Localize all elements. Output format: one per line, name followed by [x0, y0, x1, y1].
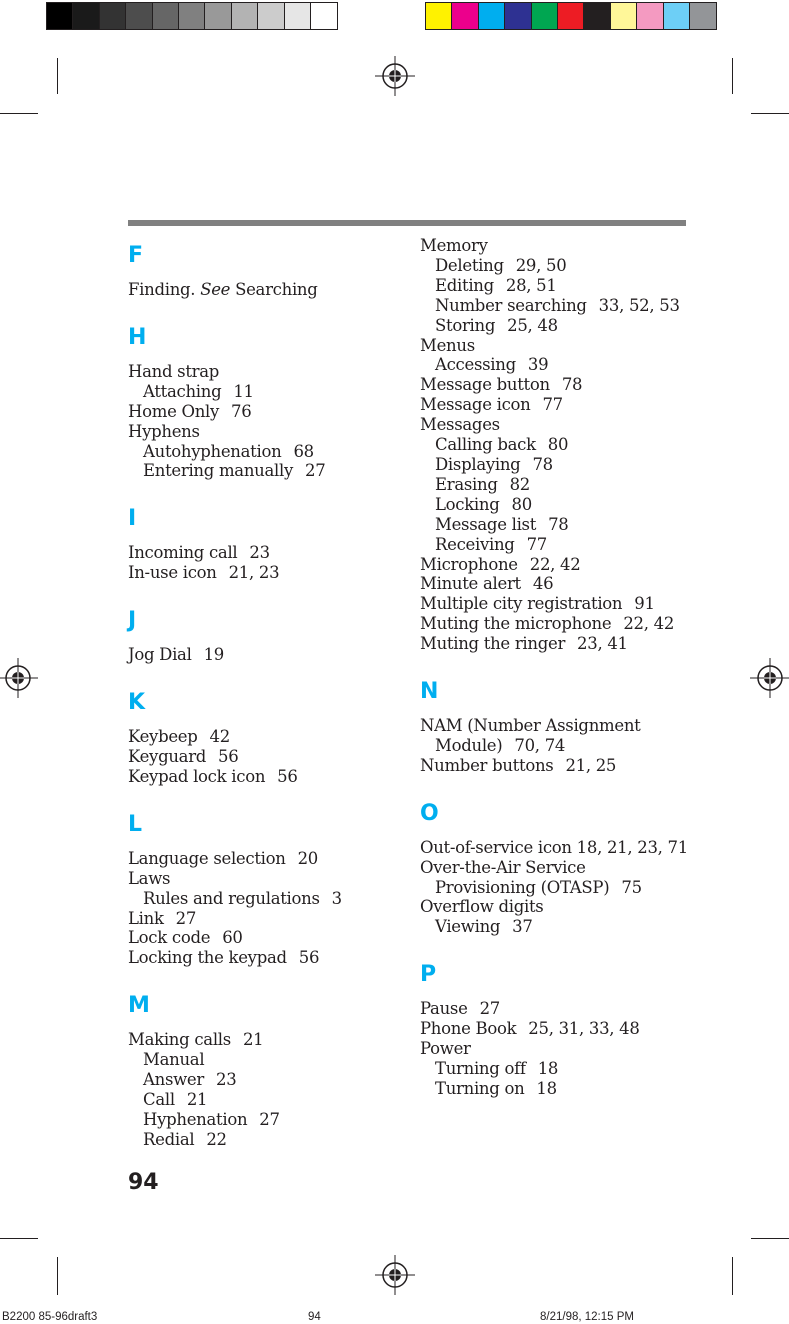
- section-n-entries: [420, 716, 720, 776]
- index-entry: [128, 1030, 408, 1050]
- entry-term: Minute alert: [420, 574, 521, 594]
- index-column-right: [420, 236, 720, 1099]
- entry-term: Messages: [420, 415, 500, 435]
- entry-pages: 23: [216, 1070, 237, 1090]
- index-subentry: [420, 276, 720, 296]
- entry-term: Microphone: [420, 554, 518, 574]
- index-subentry: [128, 1110, 408, 1130]
- gray-swatch: [73, 3, 99, 29]
- entry-pages: 18: [537, 1059, 559, 1078]
- index-entry: [420, 555, 720, 575]
- entry-term: Autohyphenation: [143, 441, 282, 461]
- index-entry: [128, 909, 408, 929]
- entry-pages: 78: [561, 375, 583, 395]
- entry-pages: 19: [203, 645, 224, 665]
- section-letter-f: F: [128, 243, 144, 268]
- registration-mark-bottom-icon: [375, 1255, 415, 1295]
- index-entry: [128, 727, 408, 747]
- entry-term: Manual: [143, 1050, 205, 1070]
- entry-term: Making calls: [128, 1030, 231, 1050]
- index-subentry: [420, 475, 720, 495]
- gray-swatch: [47, 3, 73, 29]
- entry-term: Pause: [420, 999, 468, 1019]
- section-letter-l: L: [128, 811, 143, 837]
- index-entry: [420, 594, 720, 614]
- entry-term: Incoming call: [128, 543, 238, 563]
- grayscale-color-bar: [46, 2, 338, 30]
- index-entry: [420, 1039, 720, 1059]
- entry-pages: 56: [218, 746, 239, 766]
- entry-pages: 78: [548, 514, 569, 534]
- entry-pages: 28, 51: [505, 275, 557, 295]
- entry-term: Displaying: [435, 454, 521, 474]
- entry-term: Jog Dial: [128, 645, 192, 665]
- entry-pages: 25, 31, 33, 48: [528, 1019, 640, 1039]
- entry-pages: 70, 74: [514, 735, 566, 755]
- entry-pages: 80: [511, 494, 532, 514]
- entry-pages: 3: [331, 888, 342, 908]
- entry-pages: 75: [621, 877, 642, 897]
- entry-term: Storing: [435, 315, 496, 335]
- entry-term: Turning off: [435, 1059, 526, 1078]
- index-subentry: [420, 355, 720, 375]
- crop-mark-top-right-horizontal: [751, 113, 789, 114]
- entry-pages: 39: [527, 355, 549, 375]
- crop-mark-bottom-left-vertical: [57, 1257, 58, 1295]
- entry-term: Menus: [420, 335, 475, 355]
- index-entry: [128, 563, 408, 583]
- gray-swatch: [311, 3, 337, 29]
- entry-term: Power: [420, 1039, 471, 1059]
- section-l-entries: [128, 849, 408, 968]
- gray-swatch: [285, 3, 311, 29]
- section-letter-m: M: [128, 993, 150, 1019]
- entry-pages: 37: [512, 917, 533, 937]
- entry-pages: 91: [634, 594, 655, 614]
- index-entry: [128, 280, 408, 300]
- index-subentry: [420, 878, 720, 898]
- registration-mark-right-icon: [750, 658, 789, 698]
- header-rule: [128, 220, 686, 226]
- color-swatch: [637, 3, 663, 29]
- index-entry: [420, 395, 720, 415]
- index-entry: [420, 897, 720, 917]
- index-subentry: [128, 1130, 408, 1150]
- entry-term: Laws: [128, 868, 171, 888]
- entry-pages: 82: [509, 474, 531, 494]
- index-subentry: [128, 1050, 408, 1070]
- entry-pages: 76: [231, 401, 252, 421]
- entry-term: Message button: [420, 375, 550, 395]
- entry-term: Number buttons: [420, 755, 554, 775]
- color-swatch: [584, 3, 610, 29]
- index-entry: [420, 574, 720, 594]
- entry-pages: 22, 42: [623, 614, 675, 634]
- entry-term: Phone Book: [420, 1019, 517, 1039]
- entry-pages: 11: [233, 381, 254, 401]
- entry-term: Muting the microphone: [420, 614, 612, 634]
- entry-term: Hyphens: [128, 421, 200, 441]
- index-subentry: [420, 1059, 720, 1079]
- index-subentry: [420, 1079, 720, 1099]
- section-letter-i: I: [128, 506, 137, 532]
- entry-term: NAM (Number Assignment: [420, 716, 641, 736]
- slug-filename: B2200 85-96draft3: [2, 1311, 98, 1323]
- entry-term: Deleting: [435, 255, 504, 275]
- section-letter-k: K: [128, 690, 146, 716]
- index-entry: [128, 362, 408, 382]
- crop-mark-bottom-left-horizontal: [0, 1238, 38, 1239]
- color-swatch: [532, 3, 558, 29]
- color-swatch: [452, 3, 478, 29]
- entry-term: Message icon: [420, 395, 531, 415]
- entry-pages: 18: [536, 1078, 557, 1098]
- entry-term: Redial: [143, 1129, 195, 1149]
- index-entry: [128, 422, 408, 442]
- index-entry: [128, 402, 408, 422]
- gray-swatch: [100, 3, 126, 29]
- entry-pages: 20: [297, 848, 319, 868]
- entry-pages: 21: [186, 1089, 208, 1109]
- index-subentry: [420, 435, 720, 455]
- entry-term: In-use icon: [128, 563, 217, 583]
- entry-term: Multiple city registration: [420, 594, 623, 614]
- registration-mark-top-icon: [375, 56, 415, 96]
- index-subentry: [420, 535, 720, 555]
- entry-term: Lock code: [128, 928, 211, 948]
- section-letter-h: H: [128, 324, 147, 350]
- index-entry: [128, 849, 408, 869]
- color-swatch: [505, 3, 531, 29]
- entry-term: Link: [128, 908, 164, 928]
- entry-term: Answer: [143, 1070, 204, 1090]
- crop-mark-bottom-right-vertical: [732, 1257, 733, 1295]
- index-entry: [420, 838, 720, 858]
- index-subentry: [128, 1090, 408, 1110]
- section-letter-o: O: [420, 800, 439, 826]
- entry-term: Hyphenation: [143, 1109, 248, 1129]
- section-o-entries: [420, 838, 720, 938]
- entry-term: Keybeep: [128, 727, 198, 747]
- entry-pages: 27: [259, 1109, 280, 1129]
- entry-term: Entering manually: [143, 461, 294, 481]
- section-letter-n: N: [420, 679, 439, 705]
- entry-pages: 77: [542, 395, 563, 415]
- index-entry: [420, 614, 720, 634]
- section-j-entries: [128, 645, 408, 665]
- index-entry: [420, 336, 720, 356]
- entry-term: Rules and regulations: [143, 888, 320, 908]
- registration-mark-left-icon: [0, 658, 38, 698]
- index-entry: [420, 716, 720, 736]
- index-subentry: [128, 1070, 408, 1090]
- entry-pages: 33, 52, 53: [598, 295, 680, 315]
- see-target: Searching: [235, 280, 318, 299]
- entry-pages: 23, 41: [577, 634, 628, 654]
- entry-pages: 77: [526, 534, 547, 554]
- index-subentry: [420, 495, 720, 515]
- entry-term: Locking the keypad: [128, 948, 287, 968]
- gray-swatch: [232, 3, 258, 29]
- slug-timestamp: 8/21/98, 12:15 PM: [540, 1311, 634, 1323]
- index-subentry: [420, 736, 720, 756]
- index-subentry: [420, 515, 720, 535]
- entry-term: Viewing: [435, 917, 501, 937]
- entry-pages: 60: [222, 928, 243, 948]
- crop-mark-top-right-vertical: [732, 58, 733, 94]
- entry-term: Hand strap: [128, 361, 220, 381]
- entry-pages: 56: [298, 948, 320, 968]
- index-entry: [420, 415, 720, 435]
- entry-pages: 21, 25: [565, 755, 617, 775]
- entry-pages: 23: [249, 543, 270, 563]
- entry-pages: 27: [175, 908, 197, 928]
- index-subentry: [128, 442, 408, 462]
- gray-swatch: [153, 3, 179, 29]
- section-k-entries: [128, 727, 408, 787]
- entry-pages: 80: [547, 435, 569, 455]
- entry-term: Turning on: [435, 1078, 525, 1098]
- color-swatch: [558, 3, 584, 29]
- index-subentry: [420, 316, 720, 336]
- section-m-entries: [128, 1030, 408, 1149]
- color-swatch: [479, 3, 505, 29]
- gray-swatch: [258, 3, 284, 29]
- entry-pages: 25, 48: [507, 315, 558, 335]
- entry-term: Memory: [420, 236, 488, 255]
- entry-term: Over-the-Air Service: [420, 857, 586, 877]
- entry-term: Receiving: [435, 534, 515, 554]
- entry-term: Module): [435, 735, 503, 755]
- entry-term: Call: [143, 1089, 175, 1109]
- index-entry: [420, 1019, 720, 1039]
- gray-swatch: [205, 3, 231, 29]
- entry-pages: 22, 42: [529, 554, 581, 574]
- section-i-entries: [128, 543, 408, 583]
- entry-pages: 56: [277, 766, 298, 786]
- color-swatch: [426, 3, 452, 29]
- entry-term: Overflow digits: [420, 897, 544, 917]
- entry-term: Provisioning (OTASP): [435, 877, 610, 897]
- color-swatch: [611, 3, 637, 29]
- entry-term: Erasing: [435, 474, 498, 494]
- index-subentry: [420, 917, 720, 937]
- index-entry: [128, 543, 408, 563]
- entry-term: Number searching: [435, 295, 587, 315]
- entry-pages: 27: [305, 461, 326, 481]
- entry-term: Finding.: [128, 280, 196, 299]
- process-color-bar: [425, 2, 717, 30]
- entry-pages: 68: [293, 441, 314, 461]
- section-h-entries: [128, 362, 408, 481]
- entry-term: Muting the ringer: [420, 634, 566, 654]
- entry-term: Editing: [435, 275, 494, 295]
- color-swatch: [690, 3, 716, 29]
- index-subentry: [420, 256, 720, 276]
- section-m-continued-entries: [420, 236, 720, 654]
- index-entry: [420, 999, 720, 1019]
- index-entry: [420, 236, 720, 256]
- index-entry: [420, 634, 720, 654]
- entry-term: Locking: [435, 494, 500, 514]
- crop-mark-bottom-right-horizontal: [751, 1238, 789, 1239]
- index-subentry: [128, 382, 408, 402]
- entry-term: Calling back: [435, 435, 536, 455]
- index-entry: [128, 747, 408, 767]
- entry-pages: 29, 50: [515, 255, 567, 275]
- slug-page: 94: [308, 1311, 321, 1323]
- entry-pages: 21: [242, 1030, 264, 1050]
- section-p-entries: [420, 999, 720, 1099]
- entry-pages: 42: [209, 727, 230, 747]
- entry-term: Keypad lock icon: [128, 766, 266, 786]
- section-letter-j: J: [128, 608, 137, 634]
- section-letter-p: P: [420, 962, 437, 988]
- gray-swatch: [179, 3, 205, 29]
- index-entry: [128, 869, 408, 889]
- entry-term: Message list: [435, 514, 537, 534]
- index-entry: [128, 767, 408, 787]
- index-subentry: [420, 296, 720, 316]
- index-column-left: [128, 236, 408, 1150]
- index-entry: [128, 948, 408, 968]
- index-subentry: [128, 461, 408, 481]
- index-entry: [420, 375, 720, 395]
- index-entry: [128, 928, 408, 948]
- crop-mark-top-left-horizontal: [0, 113, 38, 114]
- entry-term: Home Only: [128, 401, 220, 421]
- entry-pages: 21, 23: [228, 563, 280, 583]
- index-entry: [420, 858, 720, 878]
- index-entry: [420, 756, 720, 776]
- crop-mark-top-left-vertical: [57, 58, 58, 94]
- entry-pages: 27: [479, 999, 500, 1019]
- entry-term: Attaching: [143, 381, 222, 401]
- index-subentry: [420, 455, 720, 475]
- entry-term: Accessing: [435, 355, 516, 375]
- entry-term: Language selection: [128, 848, 286, 868]
- index-entry: [128, 645, 408, 665]
- see-reference: See: [200, 280, 231, 299]
- color-swatch: [664, 3, 690, 29]
- entry-term: Keyguard: [128, 746, 207, 766]
- gray-swatch: [126, 3, 152, 29]
- entry-pages: 78: [532, 454, 553, 474]
- entry-pages: 46: [532, 574, 554, 594]
- page-number: 94: [128, 1170, 159, 1195]
- index-subentry: [128, 889, 408, 909]
- entry-term: Out-of-service icon 18, 21, 23, 71: [420, 837, 688, 857]
- entry-pages: 22: [206, 1129, 227, 1149]
